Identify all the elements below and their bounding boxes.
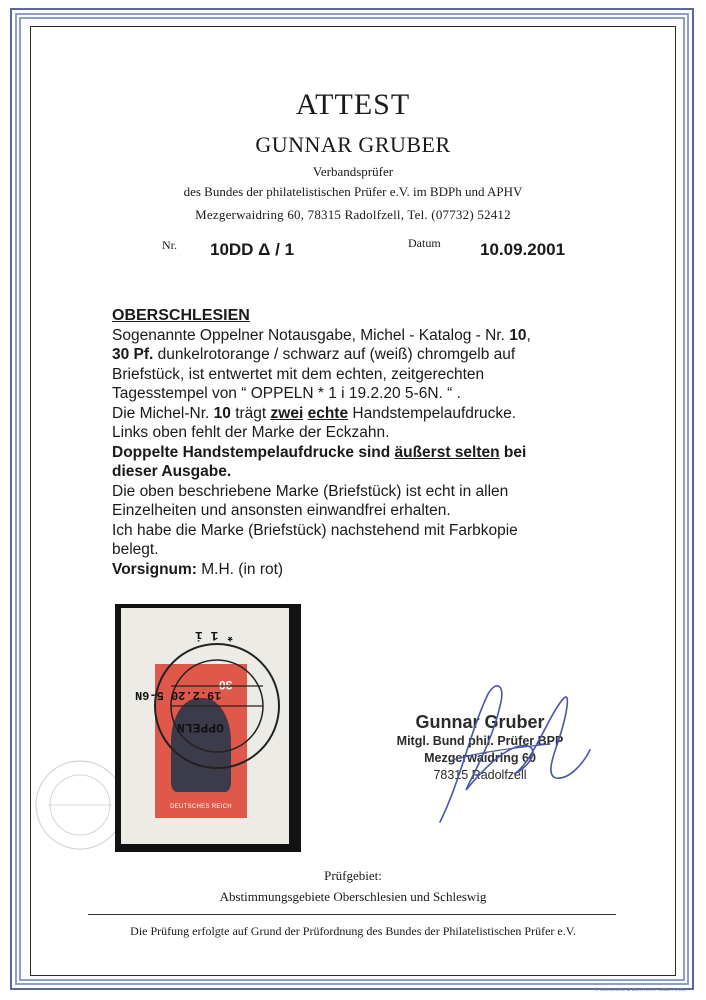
cancel-top-text: * 1 i: [195, 628, 235, 643]
body-line: [112, 404, 602, 424]
certificate-body: [112, 306, 602, 579]
vorsignum-label: Vorsignum:: [112, 560, 197, 578]
number-label: Nr.: [162, 238, 177, 252]
cancel-date-text: 19.2.20 5-6N: [135, 688, 222, 702]
body-line: [112, 326, 602, 346]
stamp-value: 30: [219, 678, 233, 692]
vorsignum-value: M.H. (in rot): [196, 560, 284, 578]
emphasis-text: äußerst selten: [394, 443, 500, 461]
certificate-date: 10.09.2001: [480, 240, 566, 259]
emphasis-text: zwei: [270, 404, 304, 422]
body-text: Sogenannte Oppelner Notausgabe, Michel - Katalog - Nr.: [112, 326, 510, 344]
stamp-color-copy: [115, 604, 301, 852]
body-text: Handstempelaufdrucke.: [348, 404, 517, 422]
briefstueck-paper: [121, 608, 289, 844]
body-text: ,: [526, 326, 531, 344]
examiner-name: GUNNAR GRUBER: [255, 132, 451, 157]
denomination: 30 Pf.: [112, 346, 154, 363]
body-line: belegt.: [112, 541, 159, 558]
body-text: bei: [499, 443, 527, 461]
examiner-stamp-name: Gunnar Gruber: [415, 712, 545, 732]
vorsignum-line: [112, 560, 602, 580]
handwritten-signature: [400, 672, 600, 832]
certificate-title: ATTEST: [295, 88, 411, 121]
body-line: [112, 443, 602, 463]
body-line: Einzelheiten und ansonsten einwandfrei erhalten.: [112, 502, 451, 519]
emphasis-text: echte: [307, 404, 349, 422]
body-line: Ich habe die Marke (Briefstück) nachstehend mit Farbkopie: [112, 521, 518, 539]
body-line: dieser Ausgabe.: [112, 463, 232, 480]
scope-label: Prüfgebiet:: [324, 868, 382, 883]
footer-divider: [88, 914, 616, 915]
body-text: Die Michel-Nr.: [112, 404, 214, 422]
catalog-number: 10: [509, 326, 527, 344]
scope-value: Abstimmungsgebiete Oberschlesien und Schleswig: [219, 889, 487, 904]
body-text: dunkelrotorange / schwarz auf (weiß) chromgelb auf: [153, 346, 516, 363]
body-text: Doppelte Handstempelaufdrucke sind: [112, 443, 395, 461]
cancel-city-text: OPPELN: [177, 720, 224, 735]
examiner-stamp-city: 78315 Radolfzell: [433, 768, 527, 782]
date-label: Datum: [408, 236, 441, 250]
body-line: Die oben beschriebene Marke (Briefstück) ist echt in allen: [112, 482, 509, 500]
body-line: Tagesstempel von “ OPPELN * 1 i 19.2.20 5-6N. “ .: [112, 385, 461, 402]
body-line: Links oben fehlt der Marke der Eckzahn.: [112, 424, 390, 441]
certificate-number: 10DD Δ / 1: [210, 240, 295, 259]
body-line: [112, 345, 602, 365]
association-line: des Bundes der philatelistischen Prüfer e.V. im BDPh und APHV: [183, 184, 523, 199]
footer-statement: Die Prüfung erfolgte auf Grund der Prüfordnung des Bundes der Philatelistischen Prüfer e.V.: [130, 924, 576, 938]
examiner-stamp-street: Mezgerwaidring 60: [424, 751, 536, 765]
printer-imprint: © GIESECKE & DEVRIENT GMBH 1993: [594, 987, 686, 992]
area-title: OBERSCHLESIEN: [112, 307, 250, 324]
examiner-stamp-membership: Mitgl. Bund phil. Prüfer BPP: [396, 734, 564, 748]
stamp-inscription: DEUTSCHES REICH: [170, 804, 232, 810]
body-text: trägt: [230, 404, 271, 422]
body-line: Briefstück, ist entwertet mit dem echten, zeitgerechten: [112, 365, 485, 383]
examiner-address: Mezgerwaidring 60, 78315 Radolfzell, Tel. (07732) 52412: [195, 207, 511, 222]
catalog-number: 10: [213, 404, 231, 422]
examiner-role: Verbandsprüfer: [312, 164, 394, 179]
